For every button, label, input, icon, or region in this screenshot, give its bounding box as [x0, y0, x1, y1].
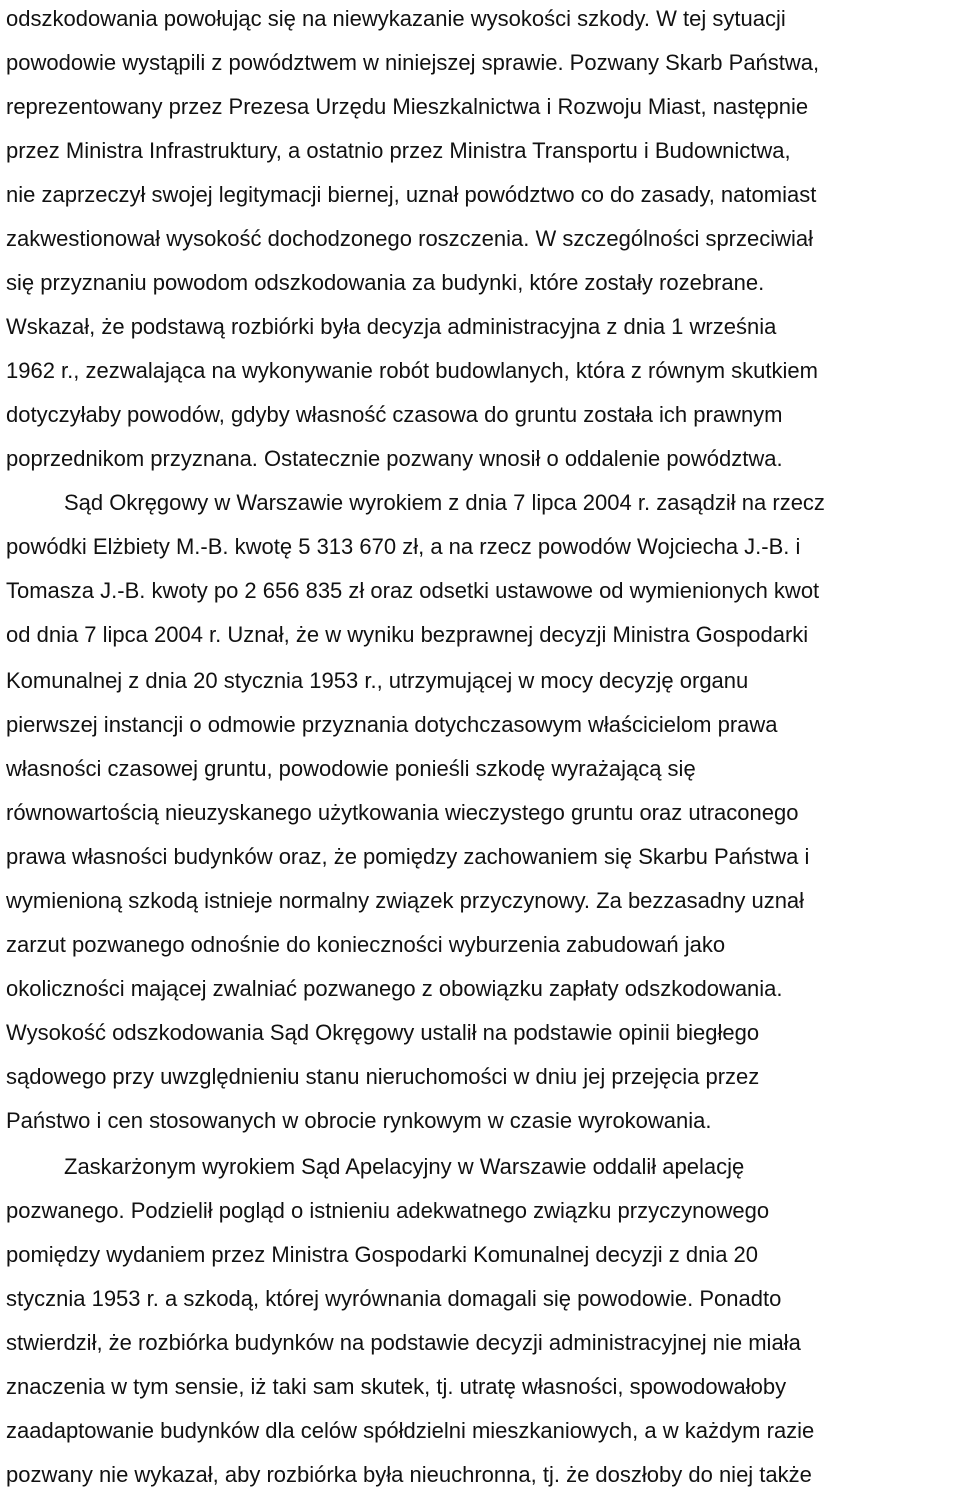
text-line: przez Ministra Infrastruktury, a ostatnio przez Ministra Transportu i Budownictwa,: [6, 138, 791, 163]
text-line: prawa własności budynków oraz, że pomiędzy zachowaniem się Skarbu Państwa i: [6, 844, 810, 869]
text-line: poprzednikom przyznana. Ostatecznie pozwany wnosił o oddalenie powództwa.: [6, 446, 783, 471]
text-line: pozwany nie wykazał, aby rozbiórka była nieuchronna, tj. że doszłoby do niej także: [6, 1462, 812, 1487]
text-line: stycznia 1953 r. a szkodą, której wyrównania domagali się powodowie. Ponadto: [6, 1286, 782, 1311]
text-line: się przyznaniu powodom odszkodowania za budynki, które zostały rozebrane.: [6, 270, 765, 295]
paragraph-start-line: Zaskarżonym wyrokiem Sąd Apelacyjny w Warszawie oddalił apelację: [64, 1154, 745, 1179]
text-line: dotyczyłaby powodów, gdyby własność czasowa do gruntu została ich prawnym: [6, 402, 783, 427]
text-line: zaadaptowanie budynków dla celów spółdzielni mieszkaniowych, a w każdym razie: [6, 1418, 815, 1443]
text-line: powodowie wystąpili z powództwem w niniejszej sprawie. Pozwany Skarb Państwa,: [6, 50, 820, 75]
text-line: Państwo i cen stosowanych w obrocie rynkowym w czasie wyrokowania.: [6, 1108, 712, 1133]
text-line: Komunalnej z dnia 20 stycznia 1953 r., utrzymującej w mocy decyzję organu: [6, 668, 749, 693]
text-line: Wskazał, że podstawą rozbiórki była decyzja administracyjna z dnia 1 września: [6, 314, 777, 339]
text-line: zakwestionował wysokość dochodzonego roszczenia. W szczególności sprzeciwiał: [6, 226, 814, 251]
text-line: okoliczności mającej zwalniać pozwanego z obowiązku zapłaty odszkodowania.: [6, 976, 783, 1001]
text-line: powódki Elżbiety M.-B. kwotę 5 313 670 zł, a na rzecz powodów Wojciecha J.-B. i: [6, 534, 801, 559]
text-line: pierwszej instancji o odmowie przyznania dotychczasowym właścicielom prawa: [6, 712, 778, 737]
text-line: nie zaprzeczył swojej legitymacji biernej, uznał powództwo co do zasady, natomiast: [6, 182, 817, 207]
text-line: pozwanego. Podzielił pogląd o istnieniu adekwatnego związku przyczynowego: [6, 1198, 770, 1223]
text-line: reprezentowany przez Prezesa Urzędu Mieszkalnictwa i Rozwoju Miast, następnie: [6, 94, 809, 119]
text-line: Wysokość odszkodowania Sąd Okręgowy ustalił na podstawie opinii biegłego: [6, 1020, 760, 1045]
text-line: Tomasza J.-B. kwoty po 2 656 835 zł oraz odsetki ustawowe od wymienionych kwot: [6, 578, 820, 603]
text-line: równowartością nieuzyskanego użytkowania wieczystego gruntu oraz utraconego: [6, 800, 799, 825]
text-line: pomiędzy wydaniem przez Ministra Gospodarki Komunalnej decyzji z dnia 20: [6, 1242, 759, 1267]
text-line: znaczenia w tym sensie, iż taki sam skutek, tj. utratę własności, spowodowałoby: [6, 1374, 787, 1399]
text-line: stwierdził, że rozbiórka budynków na podstawie decyzji administracyjnej nie miała: [6, 1330, 801, 1355]
text-line: wymienioną szkodą istnieje normalny związek przyczynowy. Za bezzasadny uznał: [6, 888, 805, 913]
text-line: od dnia 7 lipca 2004 r. Uznał, że w wyniku bezprawnej decyzji Ministra Gospodarki: [6, 622, 809, 647]
paragraph-start-line: Sąd Okręgowy w Warszawie wyrokiem z dnia 7 lipca 2004 r. zasądził na rzecz: [64, 490, 825, 515]
text-line: własności czasowej gruntu, powodowie ponieśli szkodę wyrażającą się: [6, 756, 696, 781]
text-line: sądowego przy uwzględnieniu stanu nieruchomości w dniu jej przejęcia przez: [6, 1064, 760, 1089]
text-line: zarzut pozwanego odnośnie do konieczności wyburzenia zabudowań jako: [6, 932, 726, 957]
text-line: 1962 r., zezwalająca na wykonywanie robót budowlanych, która z równym skutkiem: [6, 358, 818, 383]
text-line: odszkodowania powołując się na niewykazanie wysokości szkody. W tej sytuacji: [6, 6, 786, 31]
